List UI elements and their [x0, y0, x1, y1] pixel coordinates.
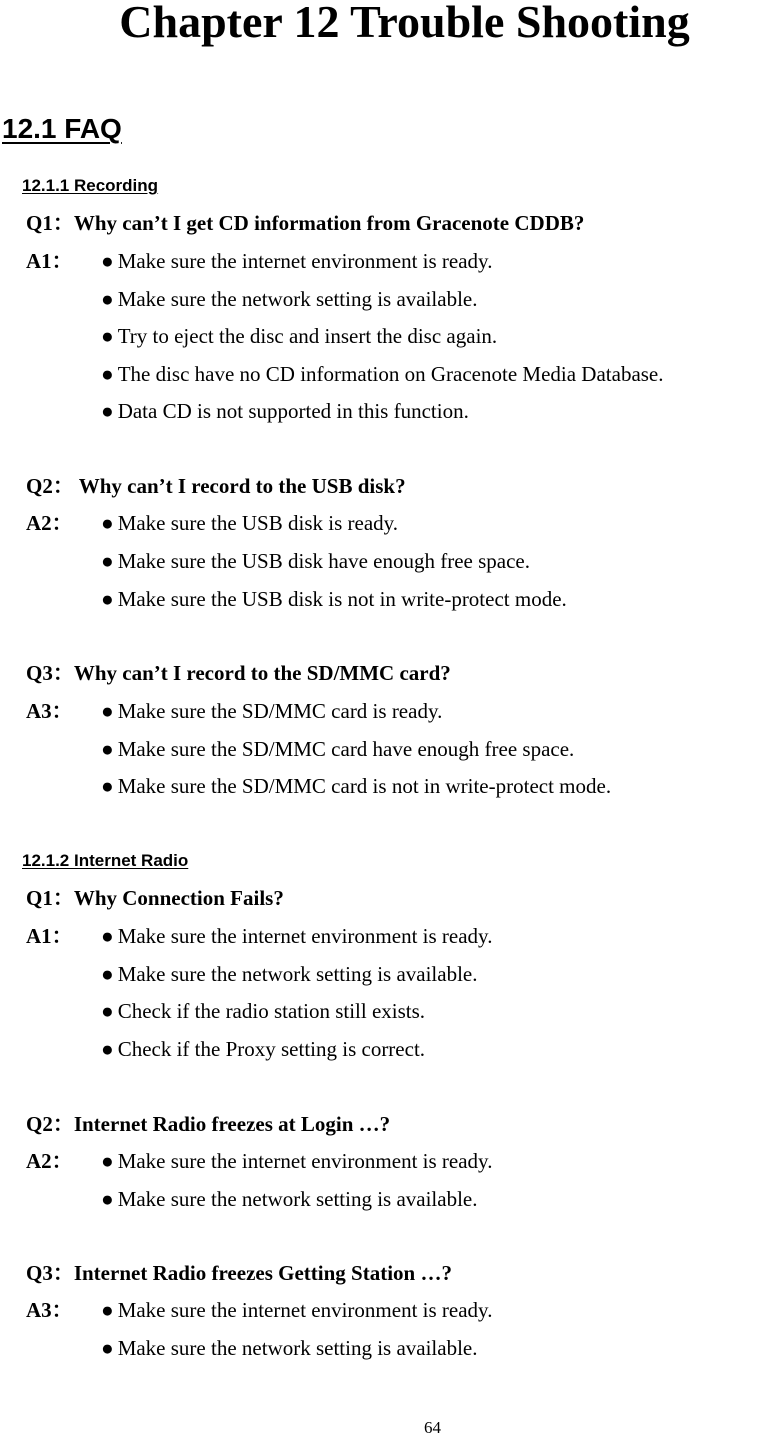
bullet-icon: ● — [101, 1298, 114, 1322]
answer-text: Make sure the SD/MMC card is not in write-protect mode. — [117, 774, 612, 798]
bullet-icon: ● — [101, 399, 114, 423]
answer-item — [101, 961, 478, 987]
answer-item — [101, 998, 425, 1024]
answer-item — [101, 923, 492, 949]
answer-text: Make sure the internet environment is ready. — [117, 249, 493, 273]
bullet-icon: ● — [101, 1336, 114, 1360]
subsection-title-internet-radio: 12.1.2 Internet Radio — [22, 851, 189, 870]
bullet-icon: ● — [101, 924, 114, 948]
answer-item — [101, 1186, 478, 1212]
answer-text: Make sure the SD/MMC card have enough free space. — [117, 737, 575, 761]
answer-text: Make sure the USB disk is ready. — [117, 511, 399, 535]
answer-item — [101, 773, 611, 799]
answer-item — [101, 361, 664, 387]
answer-label-radio-3: A3： — [26, 1298, 73, 1322]
bullet-icon: ● — [101, 962, 114, 986]
bullet-icon: ● — [101, 1187, 114, 1211]
bullet-icon: ● — [101, 999, 114, 1023]
answer-item — [101, 1335, 478, 1361]
section-title: 12.1 FAQ — [2, 113, 122, 144]
answer-text: Make sure the network setting is available. — [117, 1336, 478, 1360]
answer-label-radio-2: A2： — [26, 1149, 73, 1173]
question-recording-1: Q1：Why can’t I get CD information from Gracenote CDDB? — [26, 211, 585, 235]
chapter-title: Chapter 12 Trouble Shooting — [119, 0, 690, 47]
answer-item — [101, 398, 469, 424]
question-radio-3: Q3：Internet Radio freezes Getting Station …? — [26, 1261, 452, 1285]
bullet-icon: ● — [101, 737, 114, 761]
answer-text: Try to eject the disc and insert the disc again. — [117, 324, 498, 348]
bullet-icon: ● — [101, 511, 114, 535]
answer-label-radio-1: A1： — [26, 924, 73, 948]
bullet-icon: ● — [101, 324, 114, 348]
answer-label-recording-3: A3： — [26, 699, 73, 723]
answer-item — [101, 286, 478, 312]
answer-item — [101, 548, 530, 574]
question-recording-2: Q2： Why can’t I record to the USB disk? — [26, 474, 406, 498]
bullet-icon: ● — [101, 549, 114, 573]
answer-item — [101, 1036, 425, 1062]
answer-item — [101, 1297, 492, 1323]
answer-text: Make sure the internet environment is ready. — [117, 924, 493, 948]
answer-text: Make sure the network setting is available. — [117, 287, 478, 311]
subsection-title-recording: 12.1.1 Recording — [22, 176, 159, 195]
answer-text: Make sure the internet environment is ready. — [117, 1298, 493, 1322]
answer-label-recording-2: A2： — [26, 511, 73, 535]
answer-text: Make sure the USB disk have enough free space. — [117, 549, 530, 573]
answer-item — [101, 248, 492, 274]
answer-text: Check if the radio station still exists. — [117, 999, 426, 1023]
answer-item — [101, 586, 567, 612]
bullet-icon: ● — [101, 362, 114, 386]
question-radio-2: Q2：Internet Radio freezes at Login …? — [26, 1112, 391, 1136]
answer-item — [101, 736, 574, 762]
answer-item — [101, 1148, 492, 1174]
page-number: 64 — [424, 1418, 441, 1437]
answer-text: Data CD is not supported in this function. — [117, 399, 469, 423]
answer-text: Make sure the USB disk is not in write-protect mode. — [117, 587, 567, 611]
question-radio-1: Q1：Why Connection Fails? — [26, 886, 284, 910]
answer-text: Make sure the network setting is available. — [117, 962, 478, 986]
answer-text: Make sure the SD/MMC card is ready. — [117, 699, 443, 723]
answer-text: Make sure the internet environment is ready. — [117, 1149, 493, 1173]
answer-text: Check if the Proxy setting is correct. — [117, 1037, 426, 1061]
bullet-icon: ● — [101, 1037, 114, 1061]
bullet-icon: ● — [101, 1149, 114, 1173]
answer-label-recording-1: A1： — [26, 249, 73, 273]
question-recording-3: Q3：Why can’t I record to the SD/MMC card? — [26, 661, 451, 685]
bullet-icon: ● — [101, 249, 114, 273]
bullet-icon: ● — [101, 699, 114, 723]
answer-item — [101, 510, 398, 536]
answer-text: The disc have no CD information on Gracenote Media Database. — [117, 362, 664, 386]
answer-item — [101, 698, 442, 724]
bullet-icon: ● — [101, 774, 114, 798]
answer-item — [101, 323, 497, 349]
answer-text: Make sure the network setting is available. — [117, 1187, 478, 1211]
bullet-icon: ● — [101, 287, 114, 311]
bullet-icon: ● — [101, 587, 114, 611]
